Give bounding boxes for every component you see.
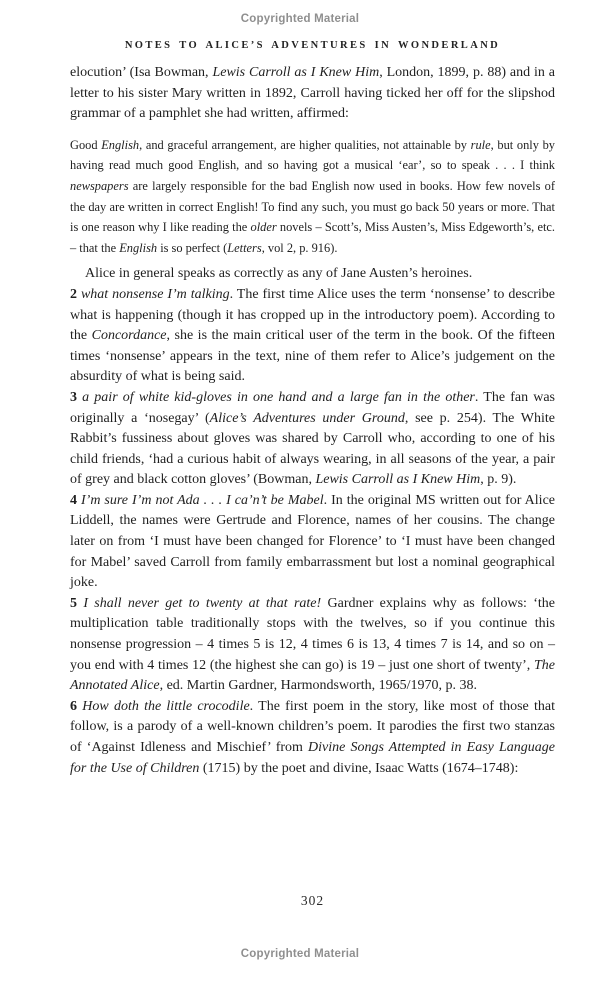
note-number: 4 [70,492,81,508]
note-number: 5 [70,595,84,611]
text-segment: I’m sure I’m not Ada . . . I ca’n’t be Mabel [81,492,324,508]
note-6 [70,697,555,779]
note-3 [70,388,555,491]
notes-text-block [70,63,555,779]
text-segment: novels – Scott’s, Miss Austen’s, Miss Edgeworth’s, etc. – that the [70,220,555,255]
text-segment: The Annotated Alice [70,657,555,694]
text-segment: . The fan was originally a ‘nosegay’ ( [70,389,555,426]
copyright-notice-bottom: Copyrighted Material [240,948,360,960]
text-segment: , p. 9). [480,472,517,488]
paragraph [70,264,555,285]
text-segment: . In the original MS written out for Alice Liddell, the names were Gertrude and Florence, names of her cousins. The change later on from ‘I must have been changed for Florence’ to ‘I must have been changed for Mabel’ saved Carroll from family embarrassment but lost a nominal geographical joke. [70,492,555,591]
text-segment: English [119,240,158,255]
text-segment: a pair of white kid-gloves in one hand and a large fan in the other [82,389,475,405]
text-segment: Gardner explains why as follows: ‘the multiplication table traditionally stops with the twelves, so if you continue this nonsense progression – 4 times 5 is 12, 4 times 6 is 13, 4 times 7 is 14, and so on – you end with 4 times 12 (the highest she can go) is 19 – just one short of twenty’, [70,595,556,673]
note-number: 6 [70,698,83,714]
running-head: NOTES TO ALICE’S ADVENTURES IN WONDERLAND [124,40,501,51]
text-segment: Lewis Carroll as I Knew Him [315,472,481,488]
note-4 [70,491,555,594]
text-segment: Lewis Carroll as I Knew Him [212,65,380,80]
text-segment: How doth the little crocodile [82,698,250,714]
paragraph [70,63,555,125]
text-segment: , vol 2, p. 916). [261,240,338,255]
text-segment: , see p. 254). The White Rabbit’s fussiness about gloves was shared by Carroll who, according to one of his child friends, ‘had a curious habit of always wearing, in all seasons of the year, a pair of grey and black cotton gloves’ (Bowman, [70,410,555,488]
text-segment: Good [70,137,102,152]
note-2 [70,285,555,388]
note-5 [70,594,555,697]
text-segment: . The first time Alice uses the term ‘nonsense’ to describe what is happening (though it has cropped up in the introductory poem). According to the [70,286,555,344]
text-segment: Letters [227,240,262,255]
text-segment: Alice in general speaks as correctly as any of Jane Austen’s heroines. [85,266,473,282]
text-segment: older [250,220,277,235]
text-segment: , but only by having read much good English, and so having got a musical ‘ear’, so to speak . . . I think [70,137,555,173]
text-segment: I shall never get to twenty at that rate! [83,595,322,611]
text-segment: Alice’s Adventures under Ground [209,410,405,426]
block-quote [70,135,555,259]
copyright-notice-top: Copyrighted Material [240,13,360,25]
text-segment: (1715) by the poet and divine, Isaac Watts (1674–1748): [199,760,519,776]
page-number: 302 [300,893,325,908]
text-segment: Divine Songs Attempted in Easy Language for the Use of Children [70,740,556,776]
text-segment: newspapers [70,178,129,193]
note-number: 3 [70,389,83,405]
text-segment: , London, 1899, p. 88) and in a letter to his sister Mary written in 1892, Carroll having ticked her off for the slipshod grammar of a pamphlet she had written, affirmed: [70,65,556,122]
text-segment: , and graceful arrangement, are higher qualities, not attainable by [139,137,471,152]
text-segment: , ed. Martin Gardner, Harmondsworth, 1965/1970, p. 38. [159,678,478,694]
note-number: 2 [70,286,81,302]
text-segment: what nonsense I’m talking [80,286,230,302]
text-segment: , she is the main critical user of the term in the book. Of the fifteen times ‘nonsense’ appears in the text, nine of them refer to Alice’s judgement on the absurdity of what is being said. [70,328,556,385]
text-segment: English [101,137,140,152]
text-segment: is so perfect ( [157,240,228,255]
text-segment: are largely responsible for the bad English now used in books. How few novels of the day are written in correct English! To find any such, you must go back 50 years or more. That is one reason why I like reading the [70,178,555,235]
text-segment: . The first poem in the story, like most of those that follow, is a parody of a well-known children’s poem. It parodies the first two stanzas of ‘Against Idleness and Mischief’ from [70,698,556,755]
text-segment: Concordance [91,328,167,344]
text-segment: rule [470,137,491,152]
text-segment: elocution’ (Isa Bowman, [70,65,213,80]
